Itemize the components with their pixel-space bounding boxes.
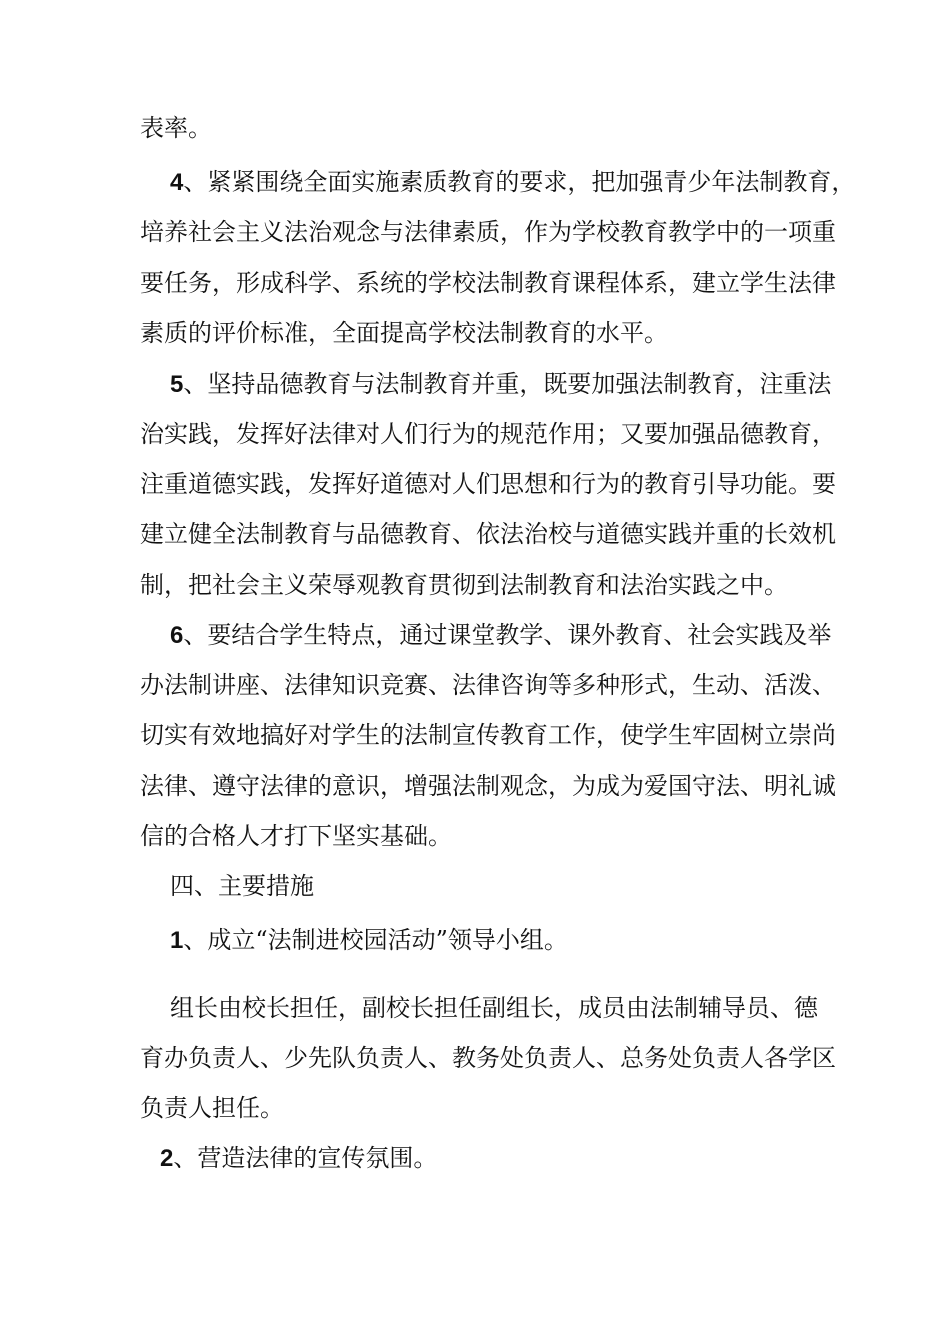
text-line — [140, 113, 212, 143]
item-number: 2 — [160, 1145, 174, 1172]
line-text: 素质的评价标准，全面提高学校法制教育的水平。 — [140, 319, 668, 347]
text-line — [140, 821, 452, 851]
text-line — [140, 1043, 836, 1073]
line-text: 办法制讲座、法律知识竞赛、法律咨询等多种形式，生动、活泼、 — [140, 671, 836, 699]
text-line — [140, 217, 836, 247]
text-line — [140, 519, 836, 549]
list-item-5 — [170, 369, 831, 400]
item-number: 4 — [170, 169, 184, 196]
text-line — [140, 268, 836, 298]
heading-text: 四、主要措施 — [170, 872, 314, 900]
text-line — [140, 720, 836, 750]
text-line — [140, 570, 788, 600]
text-line — [140, 1093, 284, 1123]
line-text: 紧紧围绕全面实施素质教育的要求，把加强青少年法制教育， — [207, 168, 856, 196]
line-text: 治实践，发挥好法律对人们行为的规范作用；又要加强品德教育， — [140, 420, 836, 448]
line-text: 组长由校长担任，副校长担任副组长，成员由法制辅导员、德 — [170, 994, 818, 1022]
line-text: 制，把社会主义荣辱观教育贯彻到法制教育和法治实践之中。 — [140, 571, 788, 599]
text-line — [170, 993, 818, 1023]
text-line — [140, 419, 836, 449]
line-text: 营造法律的宣传氛围。 — [197, 1144, 438, 1172]
line-text: 建立健全法制教育与品德教育、依法治校与道德实践并重的长效机 — [140, 520, 836, 548]
text-line — [140, 670, 836, 700]
measure-item-1 — [170, 925, 568, 956]
list-item-6 — [170, 620, 831, 651]
section-heading — [170, 871, 314, 901]
item-number: 1 — [170, 927, 184, 954]
measure-item-2 — [160, 1143, 437, 1174]
line-text: 法律、遵守法律的意识，增强法制观念，为成为爱国守法、明礼诚 — [140, 772, 836, 800]
line-text: 信的合格人才打下坚实基础。 — [140, 822, 452, 850]
text-line — [140, 318, 668, 348]
item-separator: 、 — [173, 1144, 198, 1172]
line-text: 培养社会主义法治观念与法律素质，作为学校教育教学中的一项重 — [140, 218, 836, 246]
list-item-4 — [170, 167, 855, 198]
line-text: 注重道德实践，发挥好道德对人们思想和行为的教育引导功能。要 — [140, 470, 836, 498]
text-line — [140, 771, 836, 801]
item-separator: 、 — [183, 370, 208, 398]
item-separator: 、 — [183, 168, 208, 196]
line-text: 切实有效地搞好对学生的法制宣传教育工作，使学生牢固树立崇尚 — [140, 721, 836, 749]
text-line — [140, 469, 836, 499]
line-text: 坚持品德教育与法制教育并重，既要加强法制教育，注重法 — [207, 370, 832, 398]
line-text: 要结合学生特点，通过课堂教学、课外教育、社会实践及举 — [207, 621, 832, 649]
line-text: 负责人担任。 — [140, 1094, 284, 1122]
line-text: 成立“法制进校园活动”领导小组。 — [207, 926, 568, 954]
item-separator: 、 — [183, 621, 208, 649]
item-number: 5 — [170, 371, 184, 398]
line-text: 表率。 — [140, 114, 212, 142]
item-number: 6 — [170, 622, 184, 649]
line-text: 要任务，形成科学、系统的学校法制教育课程体系，建立学生法律 — [140, 269, 836, 297]
item-separator: 、 — [183, 926, 208, 954]
line-text: 育办负责人、少先队负责人、教务处负责人、总务处负责人各学区 — [140, 1044, 836, 1072]
